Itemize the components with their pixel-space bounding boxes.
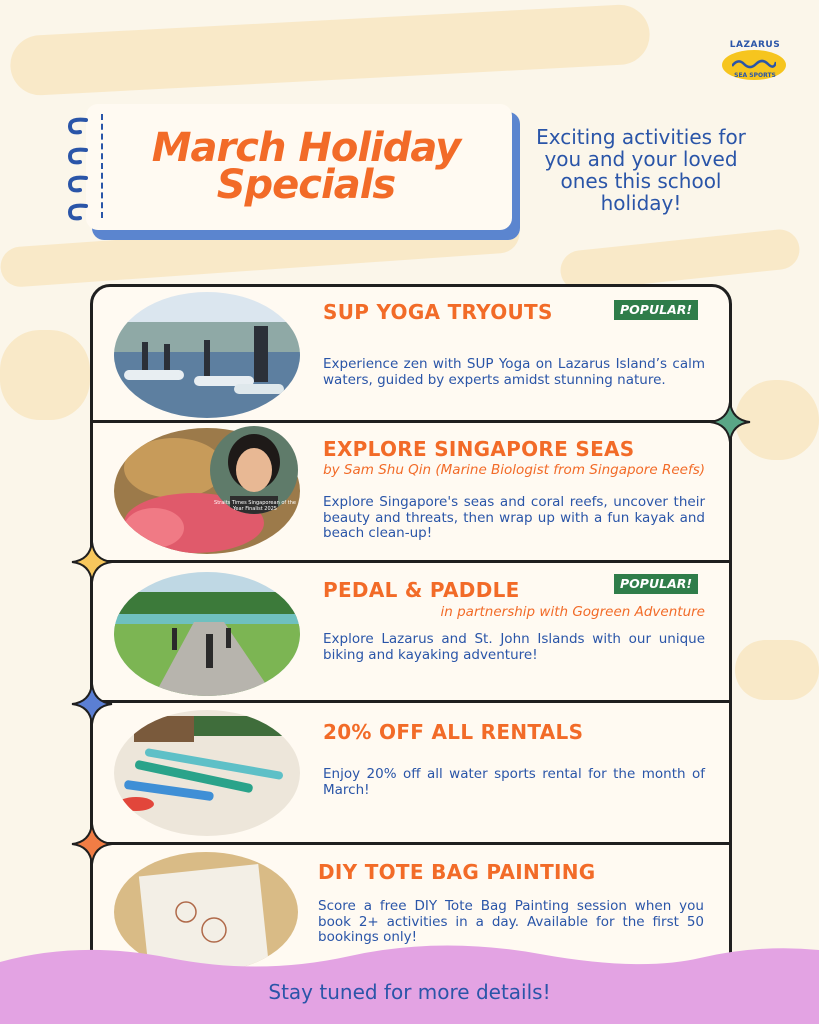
activity-subtitle: in partnership with Gogreen Adventure [440,604,705,620]
rentals-photo [114,710,300,836]
sparkle-star-icon [70,682,114,726]
logo-line1: LAZARUS [729,40,781,50]
activity-description: Experience zen with SUP Yoga on Lazarus Island’s calm waters, guided by experts amidst stunning nature. [323,356,705,388]
row-divider [90,842,729,845]
wave-logo-icon [732,58,776,70]
sup-yoga-photo [114,292,300,418]
tagline: Exciting activities for you and your loved ones this school holiday! [536,125,746,215]
activity-description: Explore Lazarus and St. John Islands with our unique biking and kayaking adventure! [323,631,705,663]
speaker-caption: Straits Times Singaporean of the Year Finalist 2025 [214,500,296,512]
brand-logo [722,40,788,84]
sparkle-star-icon [708,400,752,444]
activity-description: Score a free DIY Tote Bag Painting session when you book 2+ activities in a day. Available for the first 50 bookings only! [318,898,704,945]
activity-subtitle: by Sam Shu Qin (Marine Biologist from Singapore Reefs) [323,462,705,478]
bg-brush-stroke [9,3,651,96]
row-divider [90,420,729,423]
sparkle-star-icon [70,540,114,584]
bg-brush-stroke [559,228,802,293]
bg-brush-stroke [0,330,90,420]
activity-title: EXPLORE SINGAPORE SEAS [323,437,635,461]
footer-text: Stay tuned for more details! [268,980,551,1004]
page-title-line1: March Holiday [151,125,461,171]
bg-brush-stroke [735,640,819,700]
activity-description: Enjoy 20% off all water sports rental for the month of March! [323,766,705,798]
row-divider [90,700,729,703]
page-title-line2: Specials [216,162,396,208]
activity-title: 20% OFF ALL RENTALS [323,720,584,744]
logo-line2: SEA SPORTS [734,72,776,79]
activity-title: SUP YOGA TRYOUTS [323,300,553,324]
popular-badge: POPULAR! [614,300,698,320]
page-title [96,125,516,208]
popular-badge: POPULAR! [614,574,698,594]
biking-photo [114,572,300,696]
sparkle-star-icon [70,822,114,866]
activity-title: DIY TOTE BAG PAINTING [318,860,596,884]
activity-description: Explore Singapore's seas and coral reefs, uncover their beauty and threats, then wrap up with a fun kayak and beach clean-up! [323,494,705,541]
activity-title: PEDAL & PADDLE [323,578,520,602]
row-divider [90,560,729,563]
